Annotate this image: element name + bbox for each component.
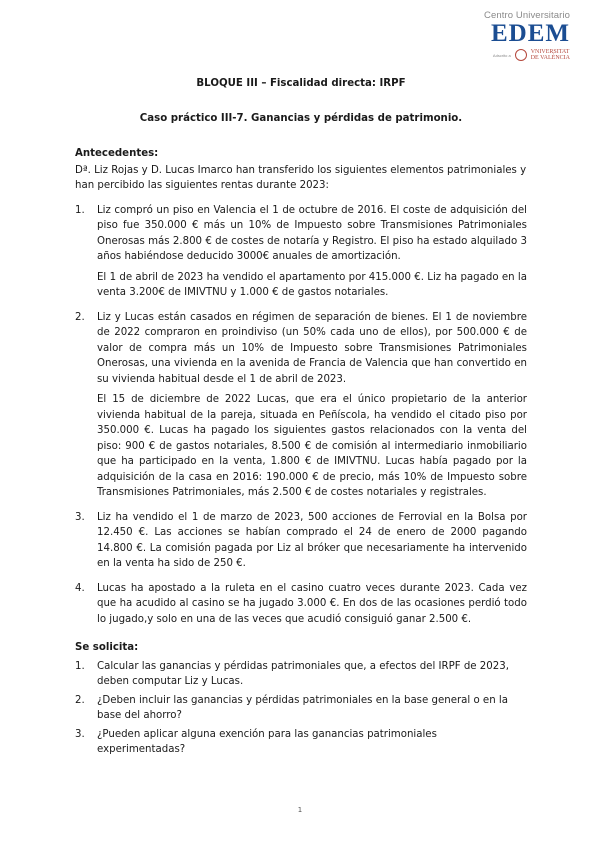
list-item-text: Liz y Lucas están casados en régimen de separación de bienes. El 1 de noviembre de 2022 compraron en proindiviso (un 50% cada uno de ellos), por 500.000 € de valor de compra más un 10% de Impuesto sobre Transmisiones Patrimoniales Onerosas, una vivienda en la avenida de Francia de Valencia que han convertido en su vivienda habitual desde el 1 de abril de 2023. xyxy=(97,311,527,385)
question-item xyxy=(75,659,527,690)
question-text: ¿Deben incluir las ganancias y pérdidas patrimoniales en la base general o en la base del ahorro? xyxy=(97,694,508,721)
list-item-text: El 15 de diciembre de 2022 Lucas, que era el único propietario de la anterior vivienda habitual de la pareja, situada en Peñíscola, ha vendido el citado piso por 350.000 €. Lucas ha pagado los siguientes gastos relacionados con la venta del piso: 900 € de gastos notariales, 8.500 € de comisión al intermediario inmobiliario que ha participado en la venta, 1.800 € de IMIVTNU. Lucas había pagado por la adquisición de la casa en 2016: 190.000 € de precio, más 10% de Impuesto sobre Transmisiones Patrimoniales, más 2.500 € de costes notariales y registrales. xyxy=(97,394,527,498)
list-item-text: Lucas ha apostado a la ruleta en el casino cuatro veces durante 2023. Cada vez que ha acudido al casino se ha jugado 3.000 €. En dos de las ocasiones perdió todo lo jugado,y solo en una de las veces que acudió consiguió ganar 2.500 €. xyxy=(97,582,527,625)
page-title: BLOQUE III – Fiscalidad directa: IRPF xyxy=(196,78,406,89)
question-text: Calcular las ganancias y pérdidas patrimoniales que, a efectos del IRPF de 2023, deben computar Liz y Lucas. xyxy=(97,660,509,687)
list-item xyxy=(75,203,527,301)
list-item-number: 2. xyxy=(75,311,85,323)
page-number: 1 xyxy=(297,806,303,814)
question-number: 3. xyxy=(75,728,85,740)
document-body xyxy=(75,76,527,758)
question-item xyxy=(75,727,527,758)
list-item-text: Liz ha vendido el 1 de marzo de 2023, 500 acciones de Ferrovial en la Bolsa por 12.450 €. Las acciones se habían comprado el 24 de enero de 2000 pagando 14.800 €. La comisión pagada por Liz al bróker que necesariamente ha intervenido en la venta ha sido de 250 €. xyxy=(97,511,527,569)
list-item xyxy=(75,510,527,572)
list-item-number: 1. xyxy=(75,204,85,216)
list-item xyxy=(75,310,527,501)
antecedentes-heading: Antecedentes: xyxy=(75,148,159,159)
university-seal-icon xyxy=(515,49,527,61)
logo-top-text: Centro Universitario xyxy=(484,10,570,21)
logo-university-text: VNIVERSITAT DE VALÈNCIA xyxy=(530,49,570,61)
logo-small-text: Adscrito a xyxy=(492,52,511,58)
question-text: ¿Pueden aplicar alguna exención para las ganancias patrimoniales experimentadas? xyxy=(97,728,437,755)
list-item-text: Liz compró un piso en Valencia el 1 de octubre de 2016. El coste de adquisición del piso fue 350.000 € más un 10% de Impuesto sobre Transmisiones Patrimoniales Onerosas más 2.800 € de costes de notaría y Registro. El piso ha estado alquilado 3 años habiéndose deducido 3000€ anuales de amortización. xyxy=(97,204,527,262)
solicita-heading: Se solicita: xyxy=(75,642,139,653)
logo-main-text: EDEM xyxy=(491,20,570,47)
list-item-number: 3. xyxy=(75,511,85,523)
logo-university-block xyxy=(440,49,570,61)
list-item xyxy=(75,581,527,628)
question-number: 1. xyxy=(75,660,85,672)
list-item-number: 4. xyxy=(75,582,85,594)
question-item xyxy=(75,693,527,724)
list-item-text: El 1 de abril de 2023 ha vendido el apartamento por 415.000 €. Liz ha pagado en la venta 3.200€ de IMIVTNU y 1.000 € de gastos notariales. xyxy=(97,271,527,298)
edem-logo xyxy=(440,10,570,72)
question-number: 2. xyxy=(75,694,85,706)
page-subtitle: Caso práctico III-7. Ganancias y pérdidas de patrimonio. xyxy=(139,112,463,124)
antecedentes-intro: Dª. Liz Rojas y D. Lucas Imarco han transferido los siguientes elementos patrimoniales y han percibido las siguientes rentas durante 2023: xyxy=(75,164,527,191)
